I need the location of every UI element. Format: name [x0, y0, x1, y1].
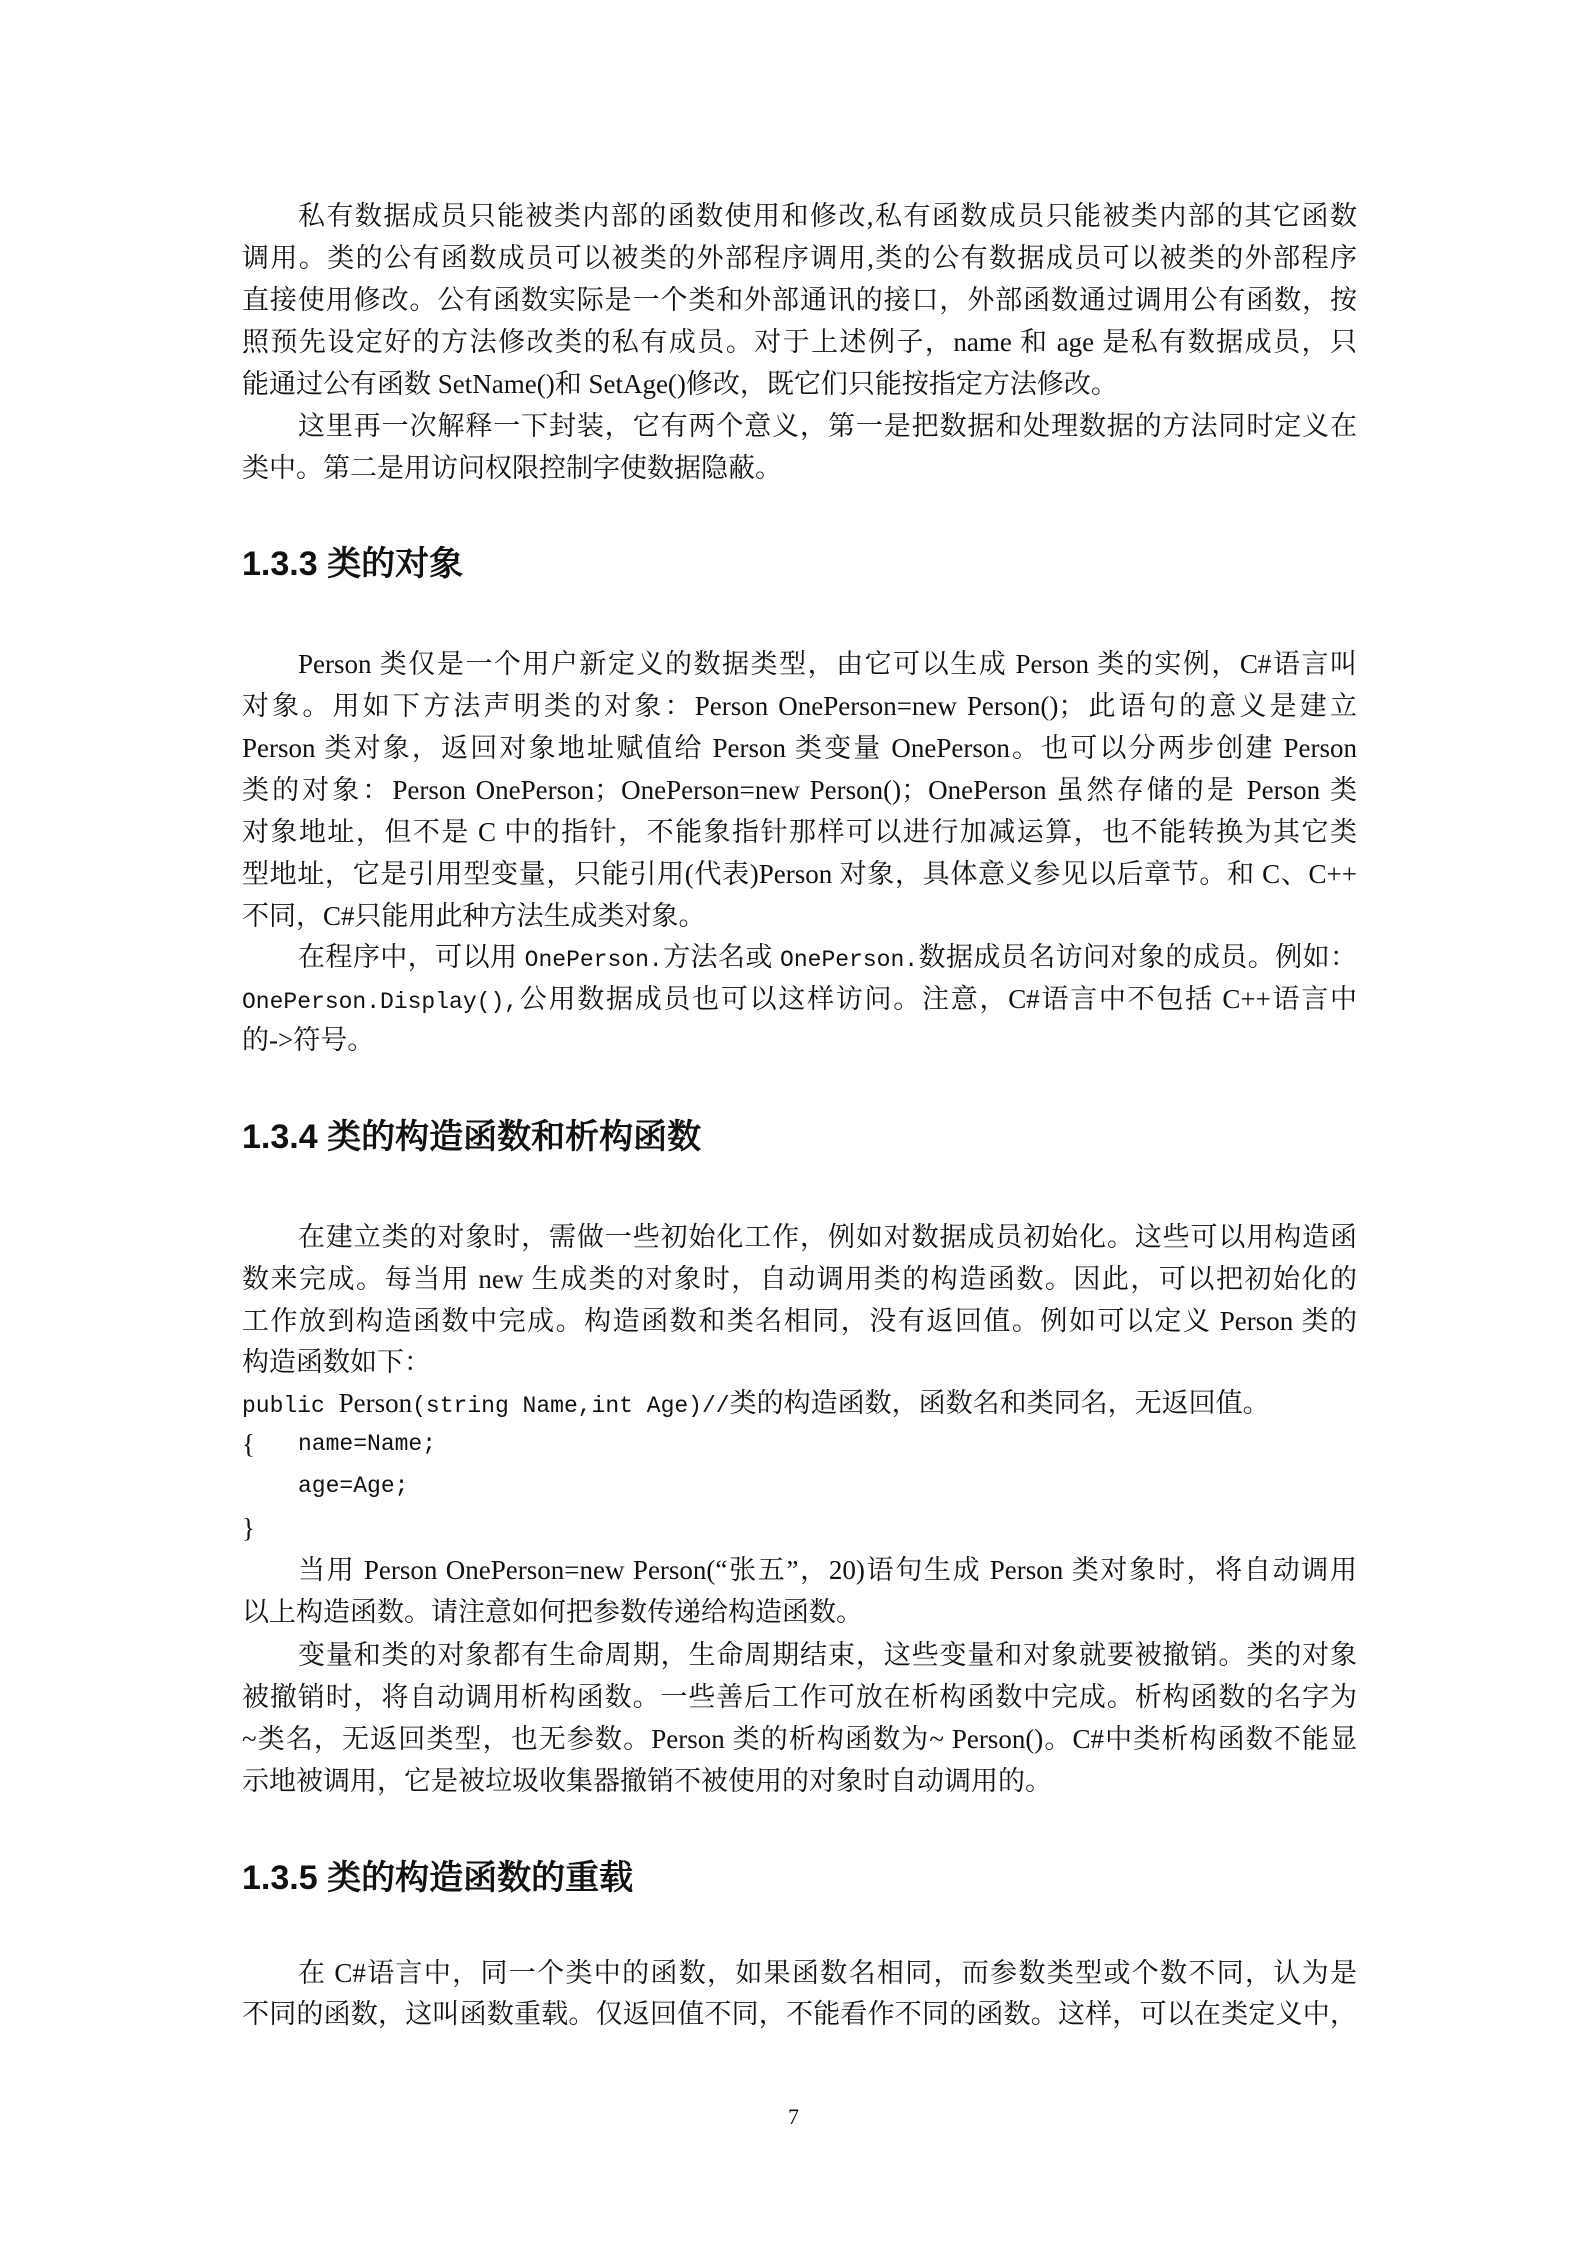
text-line: 以上构造函数。请注意如何把参数传递给构造函数。: [242, 1597, 863, 1627]
text-line: ~类名，无返回类型，也无参数。Person 类的析构函数为~ Person()。C#中类析构函数不能显: [242, 1724, 1357, 1754]
section-heading-1-3-5: 1.3.5 类的构造函数的重载: [242, 1859, 634, 1897]
section-heading-1-3-3: 1.3.3 类的对象: [242, 545, 464, 583]
text-line: 被撤销时，将自动调用析构函数。一些善后工作可放在析构函数中完成。析构函数的名字为: [242, 1682, 1357, 1712]
code-comment: 类的构造函数，函数名和类同名，无返回值。: [729, 1388, 1270, 1418]
code-text: Person: [338, 1388, 413, 1418]
text-line: 工作放到构造函数中完成。构造函数和类名相同，没有返回值。例如可以定义 Person 类的: [242, 1306, 1357, 1336]
code-text: (string Name,int Age)//: [412, 1393, 730, 1419]
text: 方法名或: [662, 942, 781, 972]
text-line: 不同的函数，这叫函数重载。仅返回值不同，不能看作不同的函数。这样，可以在类定义中，: [242, 1999, 1357, 2029]
text-line: Person 类对象，返回对象地址赋值给 Person 类变量 OnePerson。也可以分两步创建 Person: [242, 733, 1357, 763]
text-line: 变量和类的对象都有生命周期，生命周期结束，这些变量和对象就要被撤销。类的对象: [298, 1640, 1357, 1670]
code-line: [242, 1386, 1357, 1423]
code-text: name=Name;: [298, 1431, 437, 1457]
text-line: [298, 940, 1357, 977]
code-text: OnePerson.: [780, 947, 919, 973]
text-line: 类中。第二是用访问权限控制字使数据隐蔽。: [242, 453, 782, 483]
text-line: 不同，C#只能用此种方法生成类对象。: [242, 901, 706, 931]
text: 公用数据成员也可以这样访问。注意，C#语言中不包括 C++语言中: [518, 984, 1357, 1014]
text-line: 私有数据成员只能被类内部的函数使用和修改,私有函数成员只能被类内部的其它函数: [298, 201, 1357, 231]
text-line: 调用。类的公有函数成员可以被类的外部程序调用,类的公有数据成员可以被类的外部程序: [242, 243, 1357, 273]
text-line: 能通过公有函数 SetName()和 SetAge()修改，既它们只能按指定方法修改。: [242, 369, 1118, 399]
text: 数据成员名访问对象的成员。例如：: [918, 942, 1358, 972]
text-line: Person 类仅是一个用户新定义的数据类型，由它可以生成 Person 类的实例，C#语言叫: [298, 649, 1357, 679]
text-line: 在建立类的对象时，需做一些初始化工作，例如对数据成员初始化。这些可以用构造函: [298, 1222, 1357, 1252]
text-line: 对象地址，但不是 C 中的指针，不能象指针那样可以进行加减运算，也不能转换为其它类: [242, 817, 1357, 847]
text-line: 对象。用如下方法声明类的对象：Person OnePerson=new Person()；此语句的意义是建立: [242, 691, 1357, 721]
code-text: OnePerson.: [524, 947, 663, 973]
text-line: 直接使用修改。公有函数实际是一个类和外部通讯的接口，外部函数通过调用公有函数，按: [242, 285, 1357, 315]
text-line: 当用 Person OnePerson=new Person(“张五”，20)语句生成 Person 类对象时，将自动调用: [298, 1555, 1357, 1585]
text: 在程序中，可以用: [298, 942, 525, 972]
code-text: OnePerson.Display(),: [242, 989, 519, 1015]
text-line: 照预先设定好的方法修改类的私有成员。对于上述例子，name 和 age 是私有数据成员，只: [242, 327, 1357, 357]
text-line: 类的对象：Person OnePerson；OnePerson=new Person()；OnePerson 虽然存储的是 Person 类: [242, 775, 1357, 805]
section-heading-1-3-4: 1.3.4 类的构造函数和析构函数: [242, 1118, 702, 1156]
text-line: 数来完成。每当用 new 生成类的对象时，自动调用类的构造函数。因此，可以把初始化的: [242, 1264, 1357, 1294]
code-text: public: [242, 1393, 339, 1419]
text-line: 型地址，它是引用型变量，只能引用(代表)Person 对象，具体意义参见以后章节。和 C、C++: [242, 859, 1357, 889]
text-line: 的->符号。: [242, 1025, 375, 1055]
page-number: 7: [788, 2104, 799, 2129]
text-line: [242, 982, 1357, 1019]
code-line: [242, 1427, 1357, 1461]
code-text: {: [242, 1429, 255, 1459]
text-line: 这里再一次解释一下封装，它有两个意义，第一是把数据和处理数据的方法同时定义在: [298, 411, 1357, 441]
text-line: 示地被调用，它是被垃圾收集器撤销不被使用的对象时自动调用的。: [242, 1766, 1052, 1796]
code-line: age=Age;: [298, 1473, 409, 1499]
text-line: 在 C#语言中，同一个类中的函数，如果函数名相同，而参数类型或个数不同，认为是: [298, 1958, 1357, 1988]
code-line: }: [242, 1513, 255, 1543]
text-line: 构造函数如下：: [242, 1347, 431, 1377]
